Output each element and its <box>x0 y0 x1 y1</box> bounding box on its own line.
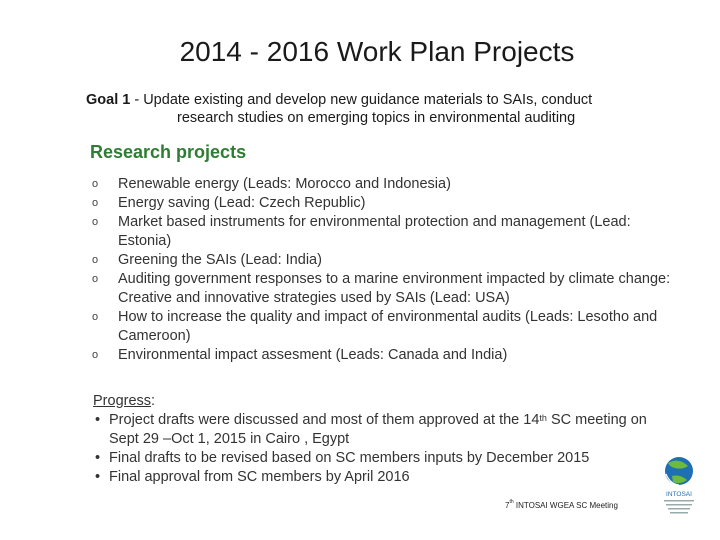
research-projects-list <box>92 175 672 365</box>
bullet-dot-icon: • <box>95 469 101 485</box>
progress-item <box>93 449 653 468</box>
project-text: Energy saving (Lead: Czech Republic) <box>118 195 366 211</box>
footer-meeting-note <box>505 501 618 510</box>
project-text: Renewable energy (Leads: Morocco and Indonesia) <box>118 176 451 192</box>
project-text: Greening the SAIs (Lead: India) <box>118 252 322 268</box>
goal-statement <box>86 91 666 127</box>
progress-section <box>93 392 653 487</box>
bullet-marker: o <box>92 216 99 228</box>
progress-item-text: SC meeting on Sept 29 –Oct 1, 2015 in Cairo , Egypt <box>109 412 647 447</box>
progress-item <box>93 411 653 449</box>
goal-label: Goal 1 <box>86 92 131 108</box>
project-text: Environmental impact assesment (Leads: Canada and India) <box>118 347 508 363</box>
bullet-dot-icon: • <box>95 450 101 466</box>
progress-colon: : <box>151 393 156 409</box>
project-text: Market based instruments for environmental protection and management (Lead: Estonia) <box>118 214 631 249</box>
progress-item-text: Final drafts to be revised based on SC members inputs by December 2015 <box>109 450 590 466</box>
progress-item-text: Project drafts were discussed and most of them approved at the 14 <box>109 412 540 428</box>
project-text: Auditing government responses to a marine environment impacted by climate change: Creative and innovative strategies used by SAIs (Lead: USA) <box>118 271 671 306</box>
bullet-marker: o <box>92 197 99 209</box>
globe-logo-icon <box>656 454 702 520</box>
goal-text-line2: research studies on emerging topics in environmental auditing <box>177 110 576 126</box>
progress-list <box>93 411 653 487</box>
research-projects-heading: Research projects <box>90 142 247 162</box>
ordinal-suffix: th <box>539 413 547 423</box>
project-item <box>92 194 672 213</box>
progress-label: Progress <box>93 393 152 409</box>
project-item <box>92 270 672 308</box>
intosai-wgea-logo <box>656 454 702 520</box>
project-text: How to increase the quality and impact of environmental audits (Leads: Lesotho and Cameroon) <box>118 309 658 344</box>
goal-text-line1: - Update existing and develop new guidance materials to SAIs, conduct <box>130 92 593 108</box>
project-item <box>92 175 672 194</box>
bullet-marker: o <box>92 254 99 266</box>
logo-wordmark: INTOSAI <box>666 491 692 498</box>
footer-ordinal: th <box>509 499 514 505</box>
project-item <box>92 346 672 365</box>
bullet-marker: o <box>92 349 99 361</box>
bullet-dot-icon: • <box>95 412 101 428</box>
project-item <box>92 251 672 270</box>
progress-item-text: Final approval from SC members by April 2016 <box>109 469 410 485</box>
bullet-marker: o <box>92 311 99 323</box>
slide-title: 2014 - 2016 Work Plan Projects <box>179 36 575 67</box>
bullet-marker: o <box>92 273 99 285</box>
footer-text: INTOSAI WGEA SC Meeting <box>513 501 618 510</box>
footer-number: 7 <box>505 501 510 510</box>
progress-heading <box>93 392 653 411</box>
project-item <box>92 213 672 251</box>
bullet-marker: o <box>92 178 99 190</box>
project-item <box>92 308 672 346</box>
progress-item <box>93 468 653 487</box>
